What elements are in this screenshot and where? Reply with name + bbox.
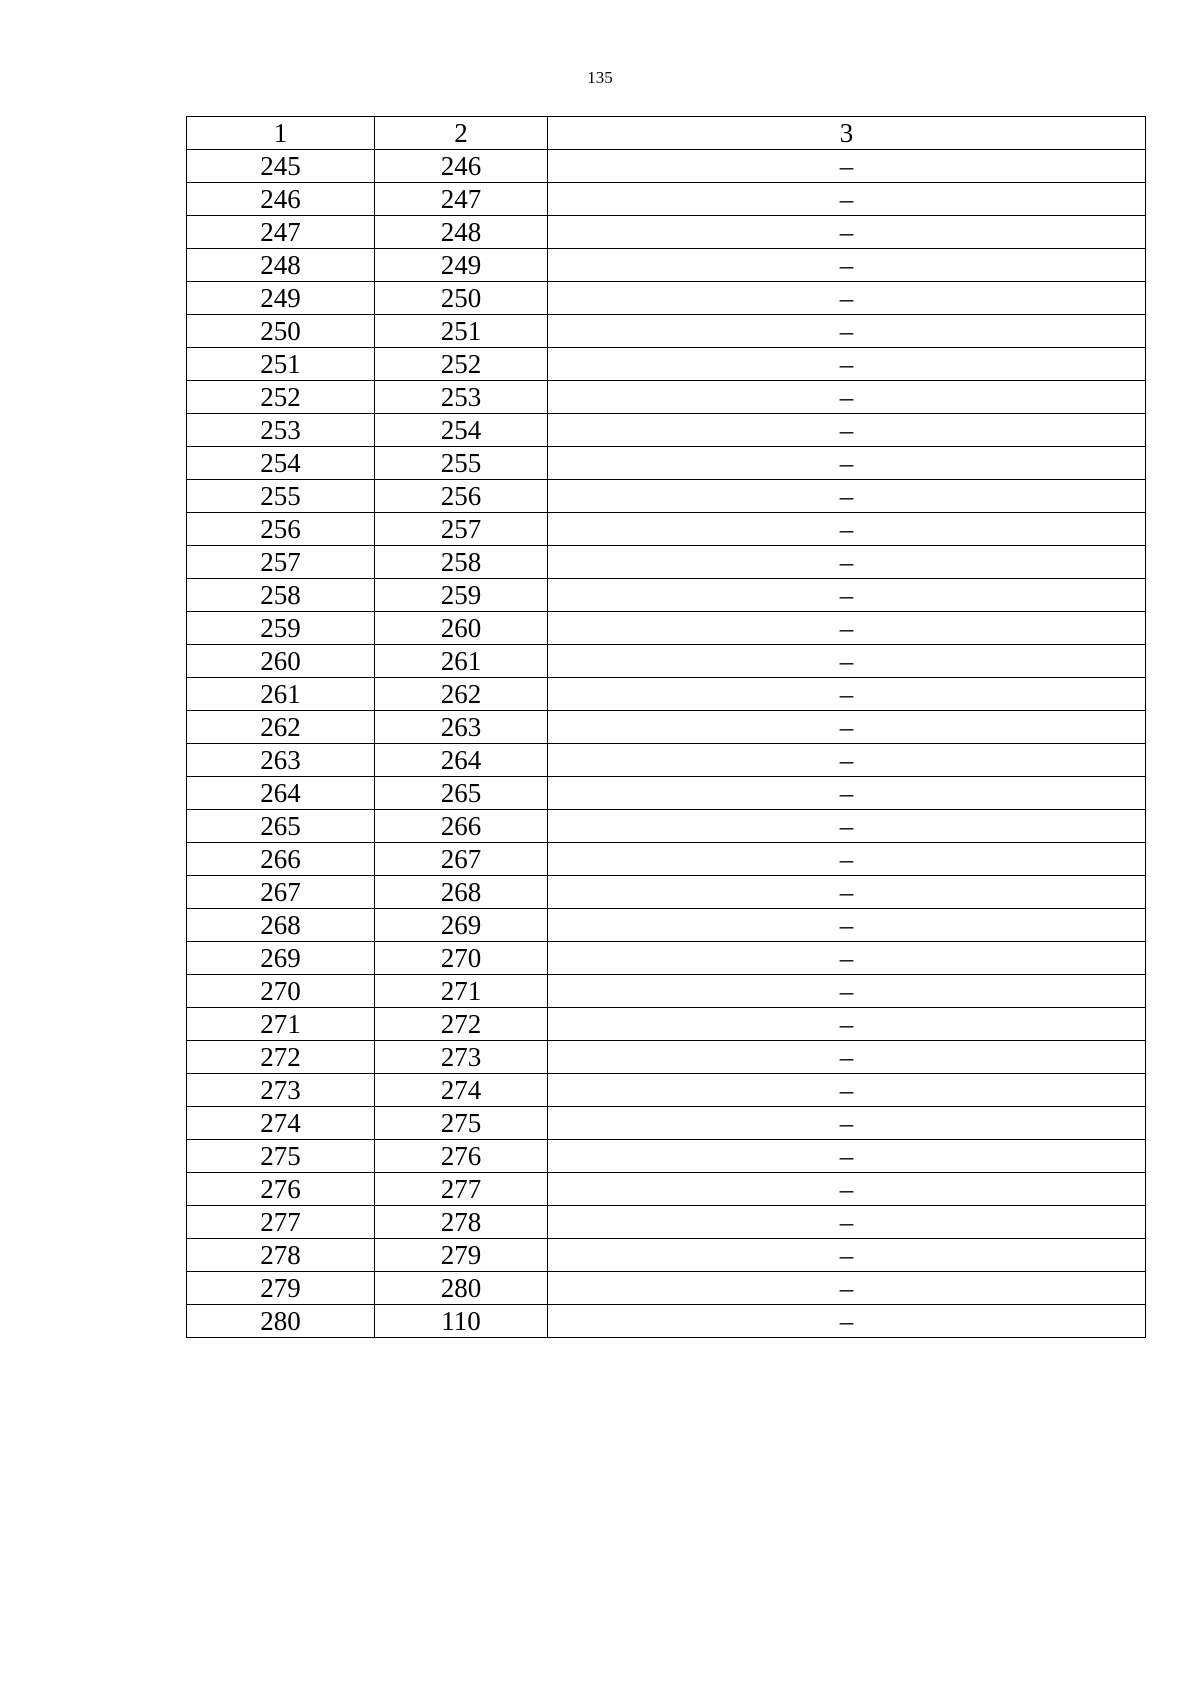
table-row — [187, 1008, 1146, 1041]
table-cell: 249 — [375, 249, 548, 282]
table-row — [187, 1239, 1146, 1272]
table-cell: – — [548, 381, 1146, 414]
table-row — [187, 579, 1146, 612]
table-cell: 252 — [187, 381, 375, 414]
table-cell: 2 — [375, 117, 548, 150]
table-row — [187, 480, 1146, 513]
table-cell: – — [548, 777, 1146, 810]
table-cell: – — [548, 249, 1146, 282]
table-cell: 251 — [375, 315, 548, 348]
table-cell: – — [548, 843, 1146, 876]
table-cell: – — [548, 216, 1146, 249]
table-cell: 250 — [187, 315, 375, 348]
table-cell: 255 — [375, 447, 548, 480]
table-cell: – — [548, 1140, 1146, 1173]
table-cell: 251 — [187, 348, 375, 381]
table-cell: – — [548, 315, 1146, 348]
table-row — [187, 975, 1146, 1008]
table-cell: – — [548, 1305, 1146, 1338]
table-cell: 110 — [375, 1305, 548, 1338]
table-cell: 266 — [187, 843, 375, 876]
table-row — [187, 1107, 1146, 1140]
table-row — [187, 216, 1146, 249]
table-row — [187, 1272, 1146, 1305]
table-cell: 263 — [375, 711, 548, 744]
table-cell: 261 — [187, 678, 375, 711]
table-cell: 274 — [187, 1107, 375, 1140]
table-row — [187, 678, 1146, 711]
table-cell: 256 — [187, 513, 375, 546]
table-cell: – — [548, 282, 1146, 315]
table-cell: 261 — [375, 645, 548, 678]
table-cell: 277 — [187, 1206, 375, 1239]
table-cell: – — [548, 711, 1146, 744]
table-cell: 265 — [187, 810, 375, 843]
table-cell: 264 — [187, 777, 375, 810]
table-cell: – — [548, 1041, 1146, 1074]
table-cell: – — [548, 678, 1146, 711]
table-row — [187, 1041, 1146, 1074]
table-row — [187, 909, 1146, 942]
table-cell: – — [548, 942, 1146, 975]
table-row — [187, 381, 1146, 414]
table-cell: 247 — [187, 216, 375, 249]
table-cell: 263 — [187, 744, 375, 777]
table-row — [187, 315, 1146, 348]
table-body — [187, 117, 1146, 1338]
table-cell: 272 — [375, 1008, 548, 1041]
table-cell: 278 — [187, 1239, 375, 1272]
table-cell: – — [548, 810, 1146, 843]
table-cell: 279 — [375, 1239, 548, 1272]
table-cell: – — [548, 1074, 1146, 1107]
table-cell: – — [548, 975, 1146, 1008]
table-cell: 259 — [375, 579, 548, 612]
table-cell: 275 — [187, 1140, 375, 1173]
table-cell: 260 — [375, 612, 548, 645]
table-cell: 271 — [375, 975, 548, 1008]
table-row — [187, 777, 1146, 810]
table-cell: – — [548, 1272, 1146, 1305]
table-cell: 270 — [187, 975, 375, 1008]
table-cell: 279 — [187, 1272, 375, 1305]
table-row — [187, 1206, 1146, 1239]
table-row — [187, 843, 1146, 876]
table-row — [187, 282, 1146, 315]
table-row — [187, 513, 1146, 546]
table-cell: – — [548, 1173, 1146, 1206]
table-cell: 276 — [187, 1173, 375, 1206]
table-row — [187, 1305, 1146, 1338]
table-cell: 278 — [375, 1206, 548, 1239]
table-cell: 255 — [187, 480, 375, 513]
table-row — [187, 612, 1146, 645]
table-row — [187, 645, 1146, 678]
table-row — [187, 249, 1146, 282]
table-cell: – — [548, 1008, 1146, 1041]
page-number: 135 — [587, 68, 613, 87]
table-cell: 275 — [375, 1107, 548, 1140]
table-cell: 280 — [375, 1272, 548, 1305]
table-row — [187, 1140, 1146, 1173]
table-cell: 248 — [375, 216, 548, 249]
table-cell: 249 — [187, 282, 375, 315]
table-row — [187, 150, 1146, 183]
table-cell: – — [548, 744, 1146, 777]
table-cell: 268 — [375, 876, 548, 909]
table-cell: – — [548, 579, 1146, 612]
table-cell: 268 — [187, 909, 375, 942]
table-cell: 274 — [375, 1074, 548, 1107]
table-cell: 247 — [375, 183, 548, 216]
table-cell: 245 — [187, 150, 375, 183]
table-cell: 273 — [187, 1074, 375, 1107]
table-row — [187, 711, 1146, 744]
table-row — [187, 942, 1146, 975]
table-cell: – — [548, 348, 1146, 381]
table-cell: – — [548, 546, 1146, 579]
table-cell: – — [548, 414, 1146, 447]
table-cell: 253 — [187, 414, 375, 447]
table-cell: 266 — [375, 810, 548, 843]
table-cell: 246 — [187, 183, 375, 216]
table-row — [187, 414, 1146, 447]
table-cell: 271 — [187, 1008, 375, 1041]
table-cell: 1 — [187, 117, 375, 150]
table-cell: 264 — [375, 744, 548, 777]
table-row — [187, 810, 1146, 843]
table-cell: – — [548, 1107, 1146, 1140]
table-cell: 273 — [375, 1041, 548, 1074]
table-cell: – — [548, 876, 1146, 909]
table-cell: 270 — [375, 942, 548, 975]
table-cell: – — [548, 909, 1146, 942]
table-cell: 276 — [375, 1140, 548, 1173]
table-cell: 280 — [187, 1305, 375, 1338]
table-cell: 258 — [375, 546, 548, 579]
table-cell: 256 — [375, 480, 548, 513]
table-row — [187, 1173, 1146, 1206]
table-cell: – — [548, 150, 1146, 183]
table-row — [187, 447, 1146, 480]
table-cell: 254 — [187, 447, 375, 480]
table-cell: 246 — [375, 150, 548, 183]
table-cell: 258 — [187, 579, 375, 612]
table-cell: 260 — [187, 645, 375, 678]
table-cell: – — [548, 1239, 1146, 1272]
table-cell: – — [548, 513, 1146, 546]
data-table — [186, 116, 1146, 1338]
table-cell: 252 — [375, 348, 548, 381]
table-cell: 248 — [187, 249, 375, 282]
table-cell: – — [548, 480, 1146, 513]
table-row — [187, 183, 1146, 216]
table-cell: – — [548, 612, 1146, 645]
table-cell: 267 — [187, 876, 375, 909]
table-cell: – — [548, 645, 1146, 678]
table-cell: 257 — [375, 513, 548, 546]
table-cell: 277 — [375, 1173, 548, 1206]
table-cell: – — [548, 447, 1146, 480]
table-cell: 3 — [548, 117, 1146, 150]
table-cell: 262 — [187, 711, 375, 744]
table-cell: 254 — [375, 414, 548, 447]
table-cell: 250 — [375, 282, 548, 315]
table-cell: – — [548, 1206, 1146, 1239]
table-row — [187, 744, 1146, 777]
table-row — [187, 876, 1146, 909]
table-header-row — [187, 117, 1146, 150]
table-row — [187, 1074, 1146, 1107]
table-row — [187, 348, 1146, 381]
table-cell: 253 — [375, 381, 548, 414]
table-cell: 272 — [187, 1041, 375, 1074]
table-row — [187, 546, 1146, 579]
table-cell: 269 — [375, 909, 548, 942]
table-cell: 259 — [187, 612, 375, 645]
table-cell: 262 — [375, 678, 548, 711]
table-cell: 267 — [375, 843, 548, 876]
table-cell: 265 — [375, 777, 548, 810]
table-cell: 257 — [187, 546, 375, 579]
table-cell: 269 — [187, 942, 375, 975]
table-cell: – — [548, 183, 1146, 216]
